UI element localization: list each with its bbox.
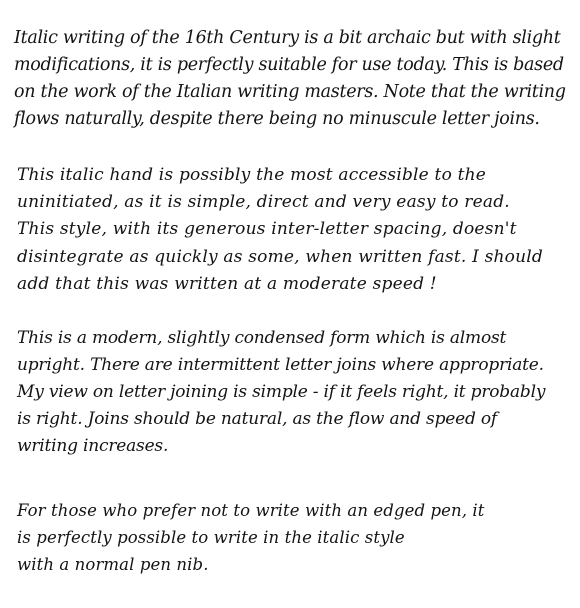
text-line: modifications, it is perfectly suitable for use today. This is based bbox=[14, 55, 564, 75]
text-line: flows naturally, despite there being no minuscule letter joins. bbox=[14, 109, 540, 129]
text-line: with a normal pen nib. bbox=[17, 555, 209, 574]
text-line: Italic writing of the 16th Century is a bit archaic but with slight bbox=[14, 28, 561, 48]
text-line: writing increases. bbox=[17, 436, 169, 456]
text-line: on the work of the Italian writing masters. Note that the writing bbox=[14, 82, 566, 102]
text-line: For those who prefer not to write with an edged pen, it bbox=[17, 501, 485, 520]
text-line: This is a modern, slightly condensed form which is almost bbox=[17, 328, 507, 348]
text-line: is perfectly possible to write in the italic style bbox=[17, 528, 405, 547]
text-line: add that this was written at a moderate speed ! bbox=[17, 274, 437, 294]
text-line: upright. There are intermittent letter joins where appropriate. bbox=[17, 355, 544, 375]
text-line: This italic hand is possibly the most accessible to the bbox=[17, 165, 487, 185]
text-line: My view on letter joining is simple - if it feels right, it probably bbox=[17, 382, 546, 402]
text-line: is right. Joins should be natural, as the flow and speed of bbox=[17, 409, 497, 429]
text-line: uninitiated, as it is simple, direct and very easy to read. bbox=[17, 192, 510, 212]
text-line: disintegrate as quickly as some, when written fast. I should bbox=[17, 247, 543, 267]
text-line: This style, with its generous inter-letter spacing, doesn't bbox=[17, 219, 517, 239]
